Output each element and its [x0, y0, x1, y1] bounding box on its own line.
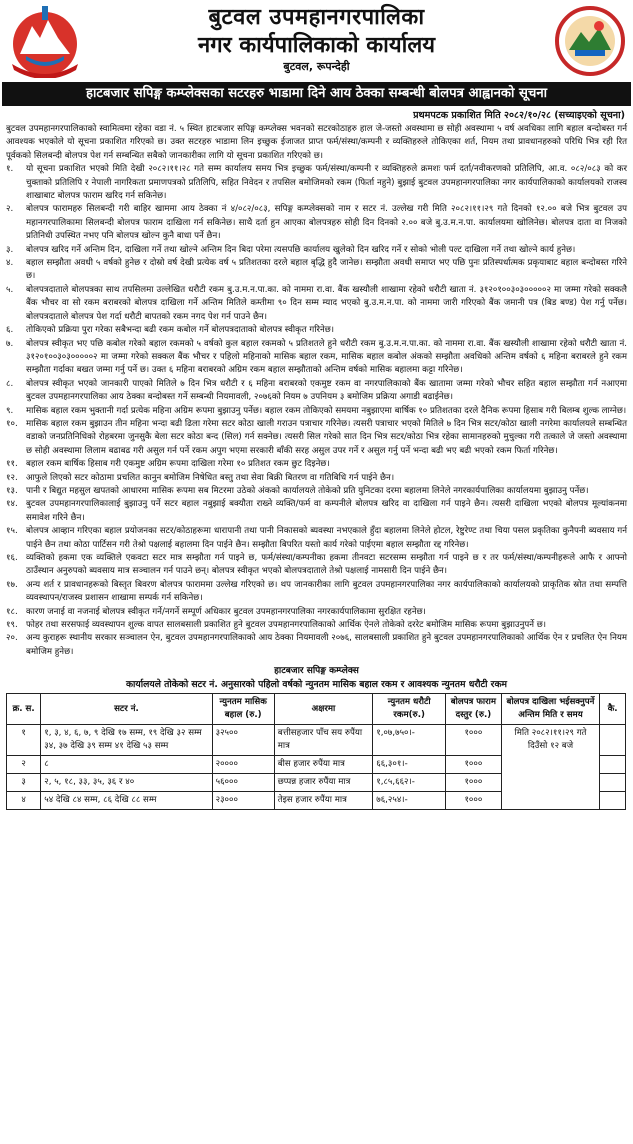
table-header-cell: कै.	[600, 694, 626, 725]
office-subtitle: नगर कार्यपालिकाको कार्यालय	[198, 33, 435, 58]
table-cell	[600, 792, 626, 810]
table-header-cell: न्युनतम धरौटी रकम(रु.)	[373, 694, 446, 725]
table-cell: १०००	[446, 792, 502, 810]
table-cell: १,८५,६६२।-	[373, 774, 446, 792]
table-cell: मिति २०८२।११।२९ गते दिउँसो १२ बजे	[501, 725, 600, 810]
table-caption-description: कार्यालयले तोकेको सटर नं. अनुसारको पहिलो वर्षको न्युनतम मासिक बहाल रकम र आवश्यक न्युनतम धरौटी रकम	[126, 679, 507, 691]
condition-item	[6, 525, 627, 552]
condition-text: बहाल रकम बार्षिक हिसाब गरी एकमुष्ट अग्रिम रूपमा दाखिला गरेमा १० प्रतिशत रकम छुट दिइनेछ।	[26, 459, 330, 470]
condition-item	[6, 619, 627, 632]
condition-number: १९.	[6, 620, 18, 631]
table-cell: ५६०००	[212, 774, 274, 792]
office-title: बुटवल उपमहानगरपालिका	[208, 5, 425, 30]
condition-text: बोलपत्रदाताले बोलपत्रका साथ तपसिलमा उल्लेखित धरौटी रकम बु.उ.म.न.पा.का. को नाममा रा.वा. बैंक खस्यौली शाखामा रहेको धरौटी खाता नं. ३१२०१००३०३०००००२ मा जम्मा गरेको सक्कलै बैंक भौचर वा सो रकम बराबरको बोलपत्र दाखिला गर्ने अन्तिम मितिले कम्तीमा ९० दिन सम्म म्याद भएको बु.उ.म.न.पा. को नाममा जारी गरिएको बैंक जमानी पत्र (बिड बण्ड) पेश गर्नु पर्नेछ। बोलपत्रदाताले बोलपत्र पेश गर्दा धरौटी बापतको रकम नगद पेश गर्न पाउने छैन।	[26, 284, 627, 322]
condition-text: यो सूचना प्रकाशित भएको मिति देखी २०८२।११।२८ गते सम्म कार्यालय समय भित्र इच्छुक फर्म/संस्था/कम्पनी र व्यक्तिहरुले क्रमशः फर्म दर्ता/नवीकरणको प्रतिलिपि, आ.व. ०८२/०८३ को कर चुक्ताको प्रतिलिपि र नेपाली नागरिकता प्रमाणपत्रको प्रतिलिपि, सहित निवेदन र तपसिल बमोजिमको रकम (फिर्ता नहुने) बुझाई बुटवल उपमहानगरपालिका नगर कार्यपालिकाको कार्यालयको राजस्व शाखाबाट बोलपत्र फाराम खरिद गर्न सकिनेछ।	[26, 164, 627, 202]
condition-number: २.	[6, 204, 14, 215]
table-cell: तेइस हजार रुपैंया मात्र	[274, 792, 373, 810]
condition-number: ६.	[6, 325, 14, 336]
office-location: बुटवल, रूपन्देही	[283, 60, 350, 73]
condition-item	[6, 472, 627, 485]
table-header-cell: बोलपत्र दाखिला भईसक्नुपर्ने अन्तिम मिति र समय	[501, 694, 600, 725]
condition-number: १४.	[6, 499, 18, 510]
condition-text: बोलपत्र स्वीकृत भएको जानकारी पाएको मितिले ७ दिन भित्र धरौटी र ६ महिना बराबरको एकमुष्ट रकम वा नगरपालिकाको बैंक खातामा जम्मा गरेको भौचर सहित बहाल सम्झौता गर्न नआएमा बुटवल उपमहानगरपालिका आय ठेक्का बन्दोबस्त गर्ने सम्बन्धी नियमावली, २०७६को नियम ७ उपनियम ३ बमोजिम प्रक्रिया अगाडी बढाईनेछ।	[26, 378, 627, 403]
table-header-cell: क्र. स.	[7, 694, 41, 725]
table-cell: ३२५००	[212, 725, 274, 756]
condition-number: १.	[6, 164, 14, 175]
table-cell: १, ३, ४, ६, ७, ९ देखि १७ सम्म, १९ देखि ३२ सम्म ३४, ३७ देखि ३९ सम्म ४१ देखि ५३ सम्म	[41, 725, 212, 756]
condition-number: १०.	[6, 418, 18, 429]
condition-item	[6, 257, 627, 284]
condition-number: १५.	[6, 526, 18, 537]
table-cell: २३०००	[212, 792, 274, 810]
table-header-cell: सटर नं.	[41, 694, 212, 725]
condition-number: ४.	[6, 258, 14, 269]
table-body	[7, 725, 626, 810]
table-cell	[600, 756, 626, 774]
condition-number: ३.	[6, 244, 14, 255]
condition-item	[6, 485, 627, 498]
table-cell	[600, 725, 626, 756]
table-cell: ४	[7, 792, 41, 810]
municipality-logo-icon	[555, 4, 625, 78]
condition-text: बोलपत्र फारामहरु सिलबन्दी गरी बाहिर खाममा आय ठेक्का नं ४/०८२/०८३, सपिङ्ग कम्प्लेक्सको नाम र सटर नं. उल्लेख गरी मिति २०८२।११।२९ गते दिनको १२.०० बजे भित्र बुटवल उप महानगरपालिकामा सिलबन्दी बोलपत्र फाराम दाखिला गर्न सकिनेछ। साथै दर्ता हुन आएका बोलपत्रहरु सोही दिन दिनको २.०० बजे बु.उ.म.न.पा. कार्यालयमा खोलिनेछ। बोलपत्र दाता वा निजको प्रतिनिधी उपस्थित नभए पनि बोलपत्र खोल्न कुनै बाधा पर्ने छैन।	[26, 204, 627, 242]
condition-item	[6, 284, 627, 324]
condition-text: आफुले लिएको सटर कोठामा प्रचलित कानुन बमोजिम निषेधित बस्तु तथा सेवा बिक्री बितरण वा गतिबिधि गर्न पाईने छैन।	[26, 472, 395, 483]
table-cell: २००००	[212, 756, 274, 774]
table-cell: ३	[7, 774, 41, 792]
table-cell: ७६,२५४।-	[373, 792, 446, 810]
condition-number: २०.	[6, 633, 18, 644]
condition-number: ८.	[6, 378, 14, 389]
condition-text: पानी र बिद्युत महसुल खपतको आधारमा मासिक रूपमा सब मिटरमा उठेको अंकको कार्यालयले तोकेको प्रति युनिटका दरमा बहालमा लिनेले नगरकार्यपालिका कार्यालयमा बुझाउनु पर्नेछ।	[26, 485, 589, 496]
condition-text: कारण जनाई वा नजनाई बोलपत्र स्वीकृत गर्ने/नगर्ने सम्पूर्ण अधिकार बुटवल उपमहानगरपालिका नगरकार्यपालिकामा सुरक्षित रहनेछ।	[26, 606, 426, 617]
table-cell	[600, 774, 626, 792]
table-header-cell: न्युनतम मासिक बहाल (रु.)	[212, 694, 274, 725]
condition-item	[6, 338, 627, 378]
condition-text: बोलपत्र आव्हान गरिएका बहाल प्रयोजनका सटर/कोठाहरूमा धारापानी तथा पानी निकासको ब्यवस्था नभएकाले हुँदा बहालमा लिनेले होटल, रेष्टुरेण्ट तथा चिया पसल प्रकृतिका कुनैपनी ब्यवसाय गर्न पाईने छैन तथा कोठा पार्टिसन गरी तेश्रो पक्षलाई बहालमा दिन पाईने छैन। सम्झौता बिपरित यस्तो कार्य गरेको पाईएमा बहाल सम्झौता रद्द गरिनेछ।	[26, 526, 627, 550]
condition-item	[6, 203, 627, 243]
table-cell: १,०७,७५०।-	[373, 725, 446, 756]
table-cell: बत्तीसहजार पाँच सय रुपैंया मात्र	[274, 725, 373, 756]
table-cell: १०००	[446, 774, 502, 792]
condition-number: ११.	[6, 459, 18, 470]
condition-number: १८.	[6, 606, 18, 617]
condition-text: मासिक बहाल रकम भुक्तानी गर्दा प्रत्येक महिना अग्रिम रूपमा बुझाउनु पर्नेछ। बहाल रकम तोकिएको समयमा नबुझाएमा बार्षिक १० प्रतिशतका दरले दैनिक रूपमा हिसाब गरी बिलम्ब शुल्क लाग्नेछ।	[26, 405, 627, 416]
condition-number: ७.	[6, 338, 14, 349]
table-cell: ८	[41, 756, 212, 774]
condition-item	[6, 632, 627, 659]
condition-number: ९.	[6, 405, 14, 416]
publish-date: प्रथमपटक प्रकाशित मिति २०८२/१०/२८ (सच्याइएको सूचना)	[413, 110, 625, 121]
table-header-cell: अक्षरमा	[274, 694, 373, 725]
condition-text: व्यक्तिको हकमा एक व्यक्तिले एकवटा सटर मात्र सम्झौता गर्न पाइने छ, फर्म/संस्था/कम्पनीका हकमा तीनवटा सटरसम्म सम्झौता गर्न पाइने छ र तर फर्म/संस्था/कम्पनीहरूले आफै र आफ्नो ठाउँस्थान अनुरुपको ब्यवसाय मात्र सञ्चालन गर्न पाउने छन्। बोलपत्र स्वीकृत भएको बोलपत्रदाताले तेश्रो पक्षलाई नामसारी दिन पाईने छैन।	[26, 553, 627, 577]
condition-text: तोकिएको प्रक्रिया पुरा गरेका सबैभन्दा बढी रकम कबोल गर्ने बोलपत्रदाताको बोलपत्र स्वीकृत गरिनेछ।	[26, 325, 335, 336]
condition-number: १३.	[6, 485, 18, 496]
condition-item	[6, 579, 627, 606]
rent-table	[6, 693, 626, 810]
nepal-emblem-icon	[6, 4, 84, 78]
condition-text: बहाल सम्झौता अवधी ५ वर्षको हुनेछ र दोस्रो वर्ष देखी प्रत्येक वर्ष ५ प्रतिशतका दरले बहाल बृद्धि हुदै जानेछ। सम्झौता अवधी समाप्त भए पछि पुनः प्रतिस्पर्धात्मक प्रकृयाबाट बहाल बन्दोबस्त गरिने छ।	[26, 258, 627, 282]
condition-text: बोलपत्र खरिद गर्ने अन्तिम दिन, दाखिला गर्ने तथा खोल्ने अन्तिम दिन बिदा परेमा त्यसपछि कार्यालय खुलेको दिन खरिद गर्ने र सोको भोली पल्ट दाखिला गर्ने तथा खोल्ने कार्य हुनेछ।	[26, 244, 576, 255]
notice-body	[0, 123, 633, 659]
condition-item	[6, 244, 627, 257]
table-cell: छप्पन्न हजार रुपैंया मात्र	[274, 774, 373, 792]
conditions-list	[6, 163, 627, 659]
condition-item	[6, 498, 627, 525]
condition-number: १६.	[6, 553, 18, 563]
condition-item	[6, 405, 627, 418]
condition-text: बुटवल उपमहानगरपालिकालाई बुझाउनु पर्ने सटर बहाल नबुझाई बक्यौता राख्ने व्यक्ति/फर्म वा कम्पनीले बोलपत्र खरिद वा दाखिला गर्न पाइने छैन। त्यसरी दाखिला भएको बोलपत्र मूल्यांकनमा समावेश गरिने छैन।	[26, 499, 627, 523]
table-cell: ५४ देखि ८४ सम्म, ८६ देखि ८८ सम्म	[41, 792, 212, 810]
table-header-row	[7, 694, 626, 725]
table-cell: बीस हजार रुपैंया मात्र	[274, 756, 373, 774]
table-row	[7, 725, 626, 756]
notice-title-banner: हाटबजार सपिङ्ग कम्प्लेक्सका सटरहरु भाडामा दिने आय ठेक्का सम्बन्धी बोलपत्र आह्वानको सूचना	[2, 82, 631, 106]
intro-paragraph: बुटवल उपमहानगरपालिकाको स्वामित्वमा रहेका वडा नं. ५ स्थित हाटबजार सपिङ्ग कम्प्लेक्स भवनको सटरकोठाहरु हाल जे-जस्तो अवस्थामा छ सोही अवस्थामा ५ वर्ष अवधिका लागि बहाल बन्दोबस्त गर्न आवश्यक भएकोले यो सूचना प्रकाशित गरिएको छ। उक्त सटरहरु भाडामा लिन इच्छुक ईजाजत प्राप्त फर्म/संस्था/कम्पनी र व्यक्तिहरुले तोकिएका शर्त, नियम तथा प्रावधानहरुको परिधि भित्र रही रित पूर्वकको सिलबन्दी बोलपत्र पेश गर्न सम्बन्धित सबैको जानकारीका लागि यो सूचना प्रकाशित गरिएको छ।	[6, 124, 627, 161]
table-cell: १०००	[446, 725, 502, 756]
table-caption-complex: हाटबजार सपिङ्ग कम्प्लेक्स	[274, 666, 359, 677]
condition-item	[6, 378, 627, 405]
condition-item	[6, 458, 627, 471]
condition-number: ५.	[6, 284, 14, 295]
condition-item	[6, 163, 627, 203]
table-cell: १	[7, 725, 41, 756]
condition-text: मासिक बहाल रकम बुझाउन तीन महिना भन्दा बढी ढिला गरेमा सटर कोठा खाली गराउन पत्राचार गरिनेछ। त्यसरी पत्राचार भएको मितिले ७ दिन भित्र सटर/कोठा खाली नगरेमा कार्यालयले सम्बन्धित वडाको जनप्रतिनिधिको रोहबरमा जुनसुकै बेला सटर कोठा बन्द (सिल) गर्न सक्नेछ। त्यसरी सिल गरेको सात दिन भित्र सटर/कोठा भित्र रहेका सामानहरुको मुचुल्का गरी तत्काले जे जस्तो अवस्थामा छ सोही अवस्थामा लिलाम बढाबढ गरी असुल गर्न पर्ने रकम अपुग भएमा सरकारी बाँकी सरह असुल उपर गर्ने र असुल गर्नु पर्ने भन्दा बढी भए बढी भएको रकम फिर्ता गरिनेछ।	[26, 418, 627, 456]
condition-item	[6, 606, 627, 619]
table-header-cell: बोलपत्र फाराम दस्तुर (रु.)	[446, 694, 502, 725]
table-cell: २, ५, १८, ३३, ३५, ३६ र ४०	[41, 774, 212, 792]
condition-text: बोलपत्र स्वीकृत भए पछि कबोल गरेको बहाल रकमको ५ वर्षको कुल बहाल रकमको ५ प्रतिशतले हुने धरौटी रकम बु.उ.म.न.पा.का. को नाममा रा.वा. बैंक खस्यौली शाखामा रहेको धरौटी खाता नं. ३१२०१००३०३०००००२ मा जम्मा गरेको सक्कल बैंक भौचर र पहिलो महिनाको मासिक बहाल रकम, मासिक बहाल कबोल अंकको सम्झौता अवधिको अन्तिम वर्षको ६ महिना बराबरले हुने रकम सम्झौता गर्दाका बखत जम्मा गर्नु पर्ने छ। उक्त ६ महिना बराबरको अग्रिम रकम बहाल सम्झौताको अन्तिम वर्षको मासिक बहालमा कट्टा गरिनेछ।	[26, 338, 627, 376]
header	[0, 0, 633, 82]
table-cell: २	[7, 756, 41, 774]
condition-item	[6, 418, 627, 458]
condition-text: फोहर तथा सरसफाई व्यवस्थापन शुल्क वापत सालबसाली प्रकाशित हुने बुटवल उपमहानगरपालिकाको आर्थिक ऐनले तोकेको दररेट बमोजिम मासिक रूपमा बुझाउनुपर्ने छ।	[26, 620, 547, 631]
table-cell: ६६,३०१।-	[373, 756, 446, 774]
condition-text: अन्य शर्त र प्रावधानहरूको बिस्तृत बिवरण बोलपत्र फाराममा उल्लेख गरिएको छ। थप जानकारीका लागि बुटवल उपमहानगरपालिका नगर कार्यपालिकाको कार्यालयको प्राकृतिक स्रोत तथा सम्पत्ति व्यवस्थापन/राजस्व प्रशासन शाखामा सम्पर्क गर्न सकिनेछ।	[26, 579, 627, 604]
condition-text: अन्य कुराहरू स्थानीय सरकार सञ्चालन ऐन, बुटवल उपमहानगरपालिकाको आय ठेक्का नियमावली २०७६, सालबसाली प्रकाशित हुने बुटवल उपमहानगरपालिकाको आर्थिक ऐन र प्रचलित ऐन नियम बमोजिम हुनेछ।	[26, 633, 627, 657]
condition-item	[6, 552, 627, 579]
condition-number: १७.	[6, 579, 18, 590]
table-cell: १०००	[446, 756, 502, 774]
condition-item	[6, 324, 627, 337]
condition-number: १२.	[6, 472, 18, 483]
